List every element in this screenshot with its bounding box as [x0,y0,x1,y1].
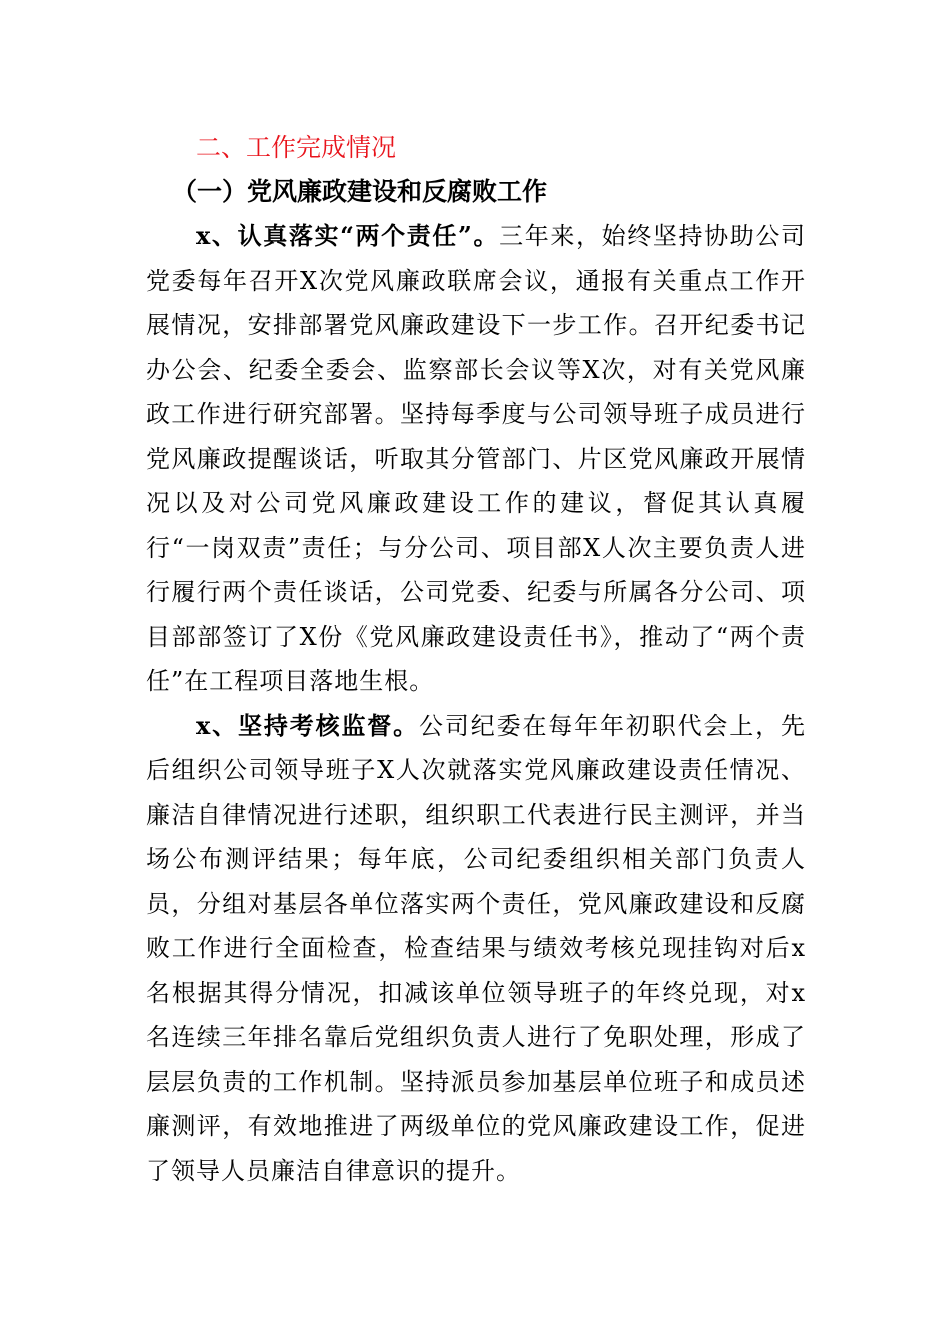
document-body [146,126,806,1193]
paragraph-body: 三年来，始终坚持协助公司党委每年召开X次党风廉政联席会议，通报有关重点工作开展情况，安排部署党风廉政建设下一步工作。召开纪委书记办公会、纪委全委会、监察部长会议等X次，对有关党风廉政工作进行研究部署。坚持每季度与公司领导班子成员进行党风廉政提醒谈话，听取其分管部门、片区党风廉政开展情况以及对公司党风廉政建设工作的建议，督促其认真履行“一岗双责”责任；与分公司、项目部X人次主要负责人进行履行两个责任谈话，公司党委、纪委与所属各分公司、项目部部签订了X份《党风廉政建设责任书》，推动了“两个责任”在工程项目落地生根。 [146,222,807,695]
subsection-title: （一）党风廉政建设和反腐败工作 [172,177,548,206]
paragraph-body: 公司纪委在每年年初职代会上，先后组织公司领导班子X人次就落实党风廉政建设责任情况、廉洁自律情况进行述职，组织职工代表进行民主测评，并当场公布测评结果；每年底，公司纪委组织相关部门负责人员，分组对基层各单位落实两个责任，党风廉政建设和反腐败工作进行全面检查，检查结果与绩效考核兑现挂钩对后x名根据其得分情况，扣减该单位领导班子的年终兑现，对x名连续三年排名靠后党组织负责人进行了免职处理，形成了层层负责的工作机制。坚持派员参加基层单位班子和成员述廉测评，有效地推进了两级单位的党风廉政建设工作，促进了领导人员廉洁自律意识的提升。 [146,711,806,1185]
paragraph-responsibility [146,214,806,704]
paragraph-lead: x、坚持考核监督。 [196,710,420,740]
paragraph-supervision [146,704,806,1194]
section-title: 二、工作完成情况 [196,133,397,162]
paragraph-lead: x、认真落实“两个责任”。 [196,221,500,250]
